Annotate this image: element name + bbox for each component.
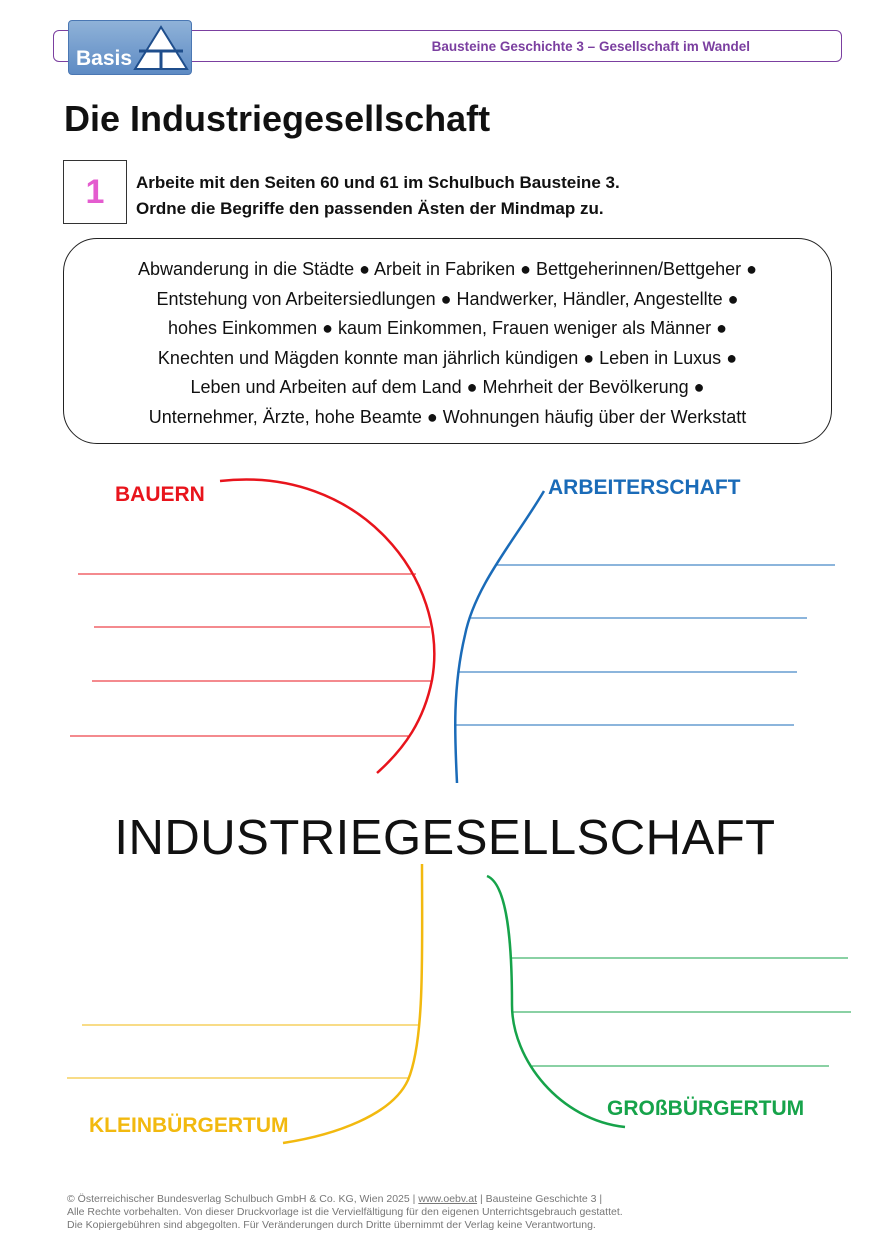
footer-line: © Österreichischer Bundesverlag Schulbuch GmbH & Co. KG, Wien 2025 | www.oebv.at | Bausteine Geschichte 3 | — [67, 1193, 603, 1205]
series-title: Bausteine Geschichte 3 – Gesellschaft im Wandel — [431, 39, 750, 54]
terms-line: Entstehung von Arbeitersiedlungen ● Handwerker, Händler, Angestellte ● — [156, 288, 739, 309]
page-title: Die Industriegesellschaft — [64, 98, 491, 139]
branch-bauern — [70, 479, 434, 773]
footer-line: Alle Rechte vorbehalten. Von dieser Druckvorlage ist die Vervielfältigung für den eigenen Unterrichtsgebrauch gestattet. — [67, 1206, 623, 1218]
publisher-link[interactable]: www.oebv.at — [418, 1193, 478, 1205]
branch-label-kleinbuergertum: KLEINBÜRGERTUM — [89, 1114, 289, 1137]
terms-line: Unternehmer, Ärzte, hohe Beamte ● Wohnungen häufig über der Werkstatt — [148, 406, 747, 427]
terms-line: Leben und Arbeiten auf dem Land ● Mehrheit der Bevölkerung ● — [190, 377, 705, 397]
branch-grossbuergertum — [487, 876, 851, 1127]
footer-line: Die Kopiergebühren sind abgegolten. Für Veränderungen durch Dritte übernimmt der Verlag keine Verantwortung. — [67, 1219, 596, 1231]
footer-copyright — [67, 1193, 623, 1232]
terms-line: Abwanderung in die Städte ● Arbeit in Fabriken ● Bettgeherinnen/Bettgeher ● — [137, 259, 757, 279]
branch-curve — [455, 491, 544, 783]
branch-curve — [283, 864, 422, 1143]
terms-line: Knechten und Mägden konnte man jährlich kündigen ● Leben in Luxus ● — [157, 347, 738, 368]
branch-curve — [220, 479, 434, 773]
branch-label-arbeiterschaft: ARBEITERSCHAFT — [548, 476, 741, 499]
branch-label-grossbuergertum: GROßBÜRGERTUM — [607, 1097, 805, 1120]
branch-arbeiterschaft — [455, 491, 835, 783]
branch-label-bauern: BAUERN — [115, 483, 205, 506]
task-number: 1 — [85, 172, 105, 211]
branch-curve — [487, 876, 625, 1127]
logo-text: Basis — [76, 47, 133, 70]
terms-line: hohes Einkommen ● kaum Einkommen, Frauen weniger als Männer ● — [168, 318, 727, 338]
task-instruction-line: Ordne die Begriffe den passenden Ästen der Mindmap zu. — [136, 199, 604, 218]
branch-kleinbuergertum — [67, 864, 422, 1143]
mindmap-center-title: INDUSTRIEGESELLSCHAFT — [114, 811, 776, 865]
task-instruction-line: Arbeite mit den Seiten 60 und 61 im Schulbuch Bausteine 3. — [136, 173, 620, 192]
